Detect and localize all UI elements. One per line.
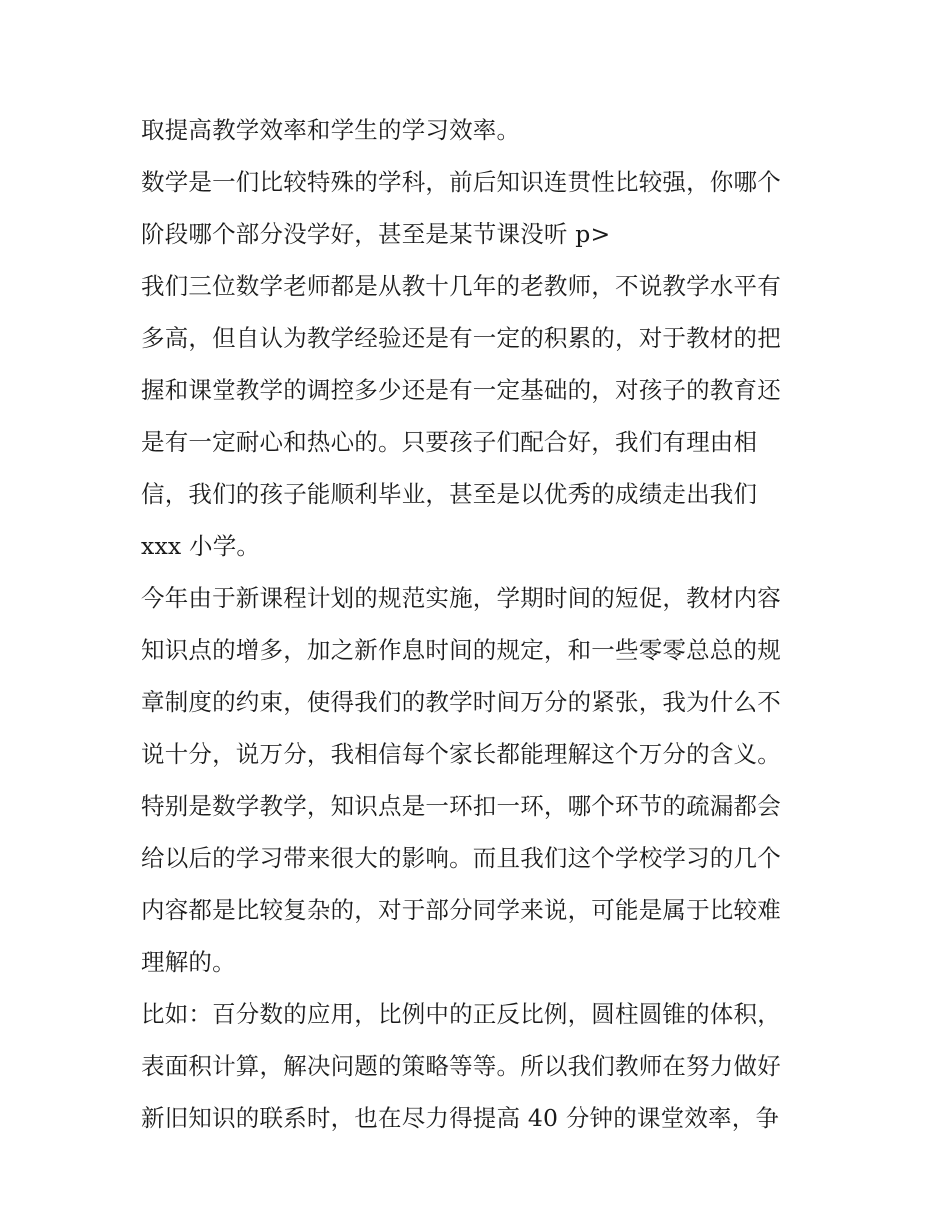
text-line: 比如：百分数的应用，比例中的正反比例，圆柱圆锥的体积， xyxy=(141,1000,781,1028)
text-line: 新旧知识的联系时，也在尽力得提高 40 分钟的课堂效率，争 xyxy=(141,1104,780,1132)
text-line: 理解的。 xyxy=(141,948,236,976)
text-line: 阶段哪个部分没学好，甚至是某节课没听 p> xyxy=(141,220,611,248)
text-line: xxx 小学。 xyxy=(141,532,261,560)
text-line: 表面积计算，解决问题的策略等等。所以我们教师在努力做好 xyxy=(141,1052,781,1080)
text-line: 给以后的学习带来很大的影响。而且我们这个学校学习的几个 xyxy=(141,844,781,872)
text-line: 信，我们的孩子能顺利毕业，甚至是以优秀的成绩走出我们 xyxy=(141,480,758,508)
text-line: 握和课堂教学的调控多少还是有一定基础的，对孩子的教育还 xyxy=(141,376,781,404)
text-line: 知识点的增多，加之新作息时间的规定，和一些零零总总的规 xyxy=(141,636,781,664)
text-line: 说十分，说万分，我相信每个家长都能理解这个万分的含义。 xyxy=(141,740,781,768)
text-line: 我们三位数学老师都是从教十几年的老教师，不说教学水平有 xyxy=(141,272,781,300)
text-line: 多高，但自认为教学经验还是有一定的积累的，对于教材的把 xyxy=(141,324,781,352)
text-line: 章制度的约束，使得我们的教学时间万分的紧张，我为什么不 xyxy=(141,688,781,716)
text-line: 内容都是比较复杂的，对于部分同学来说，可能是属于比较难 xyxy=(141,896,781,924)
text-line: 今年由于新课程计划的规范实施，学期时间的短促，教材内容 xyxy=(141,584,781,612)
text-line: 数学是一们比较特殊的学科，前后知识连贯性比较强，你哪个 xyxy=(141,168,781,196)
text-line: 是有一定耐心和热心的。只要孩子们配合好，我们有理由相 xyxy=(141,428,758,456)
text-line: 特别是数学教学，知识点是一环扣一环，哪个环节的疏漏都会 xyxy=(141,792,781,820)
text-line: 取提高教学效率和学生的学习效率。 xyxy=(141,116,521,144)
